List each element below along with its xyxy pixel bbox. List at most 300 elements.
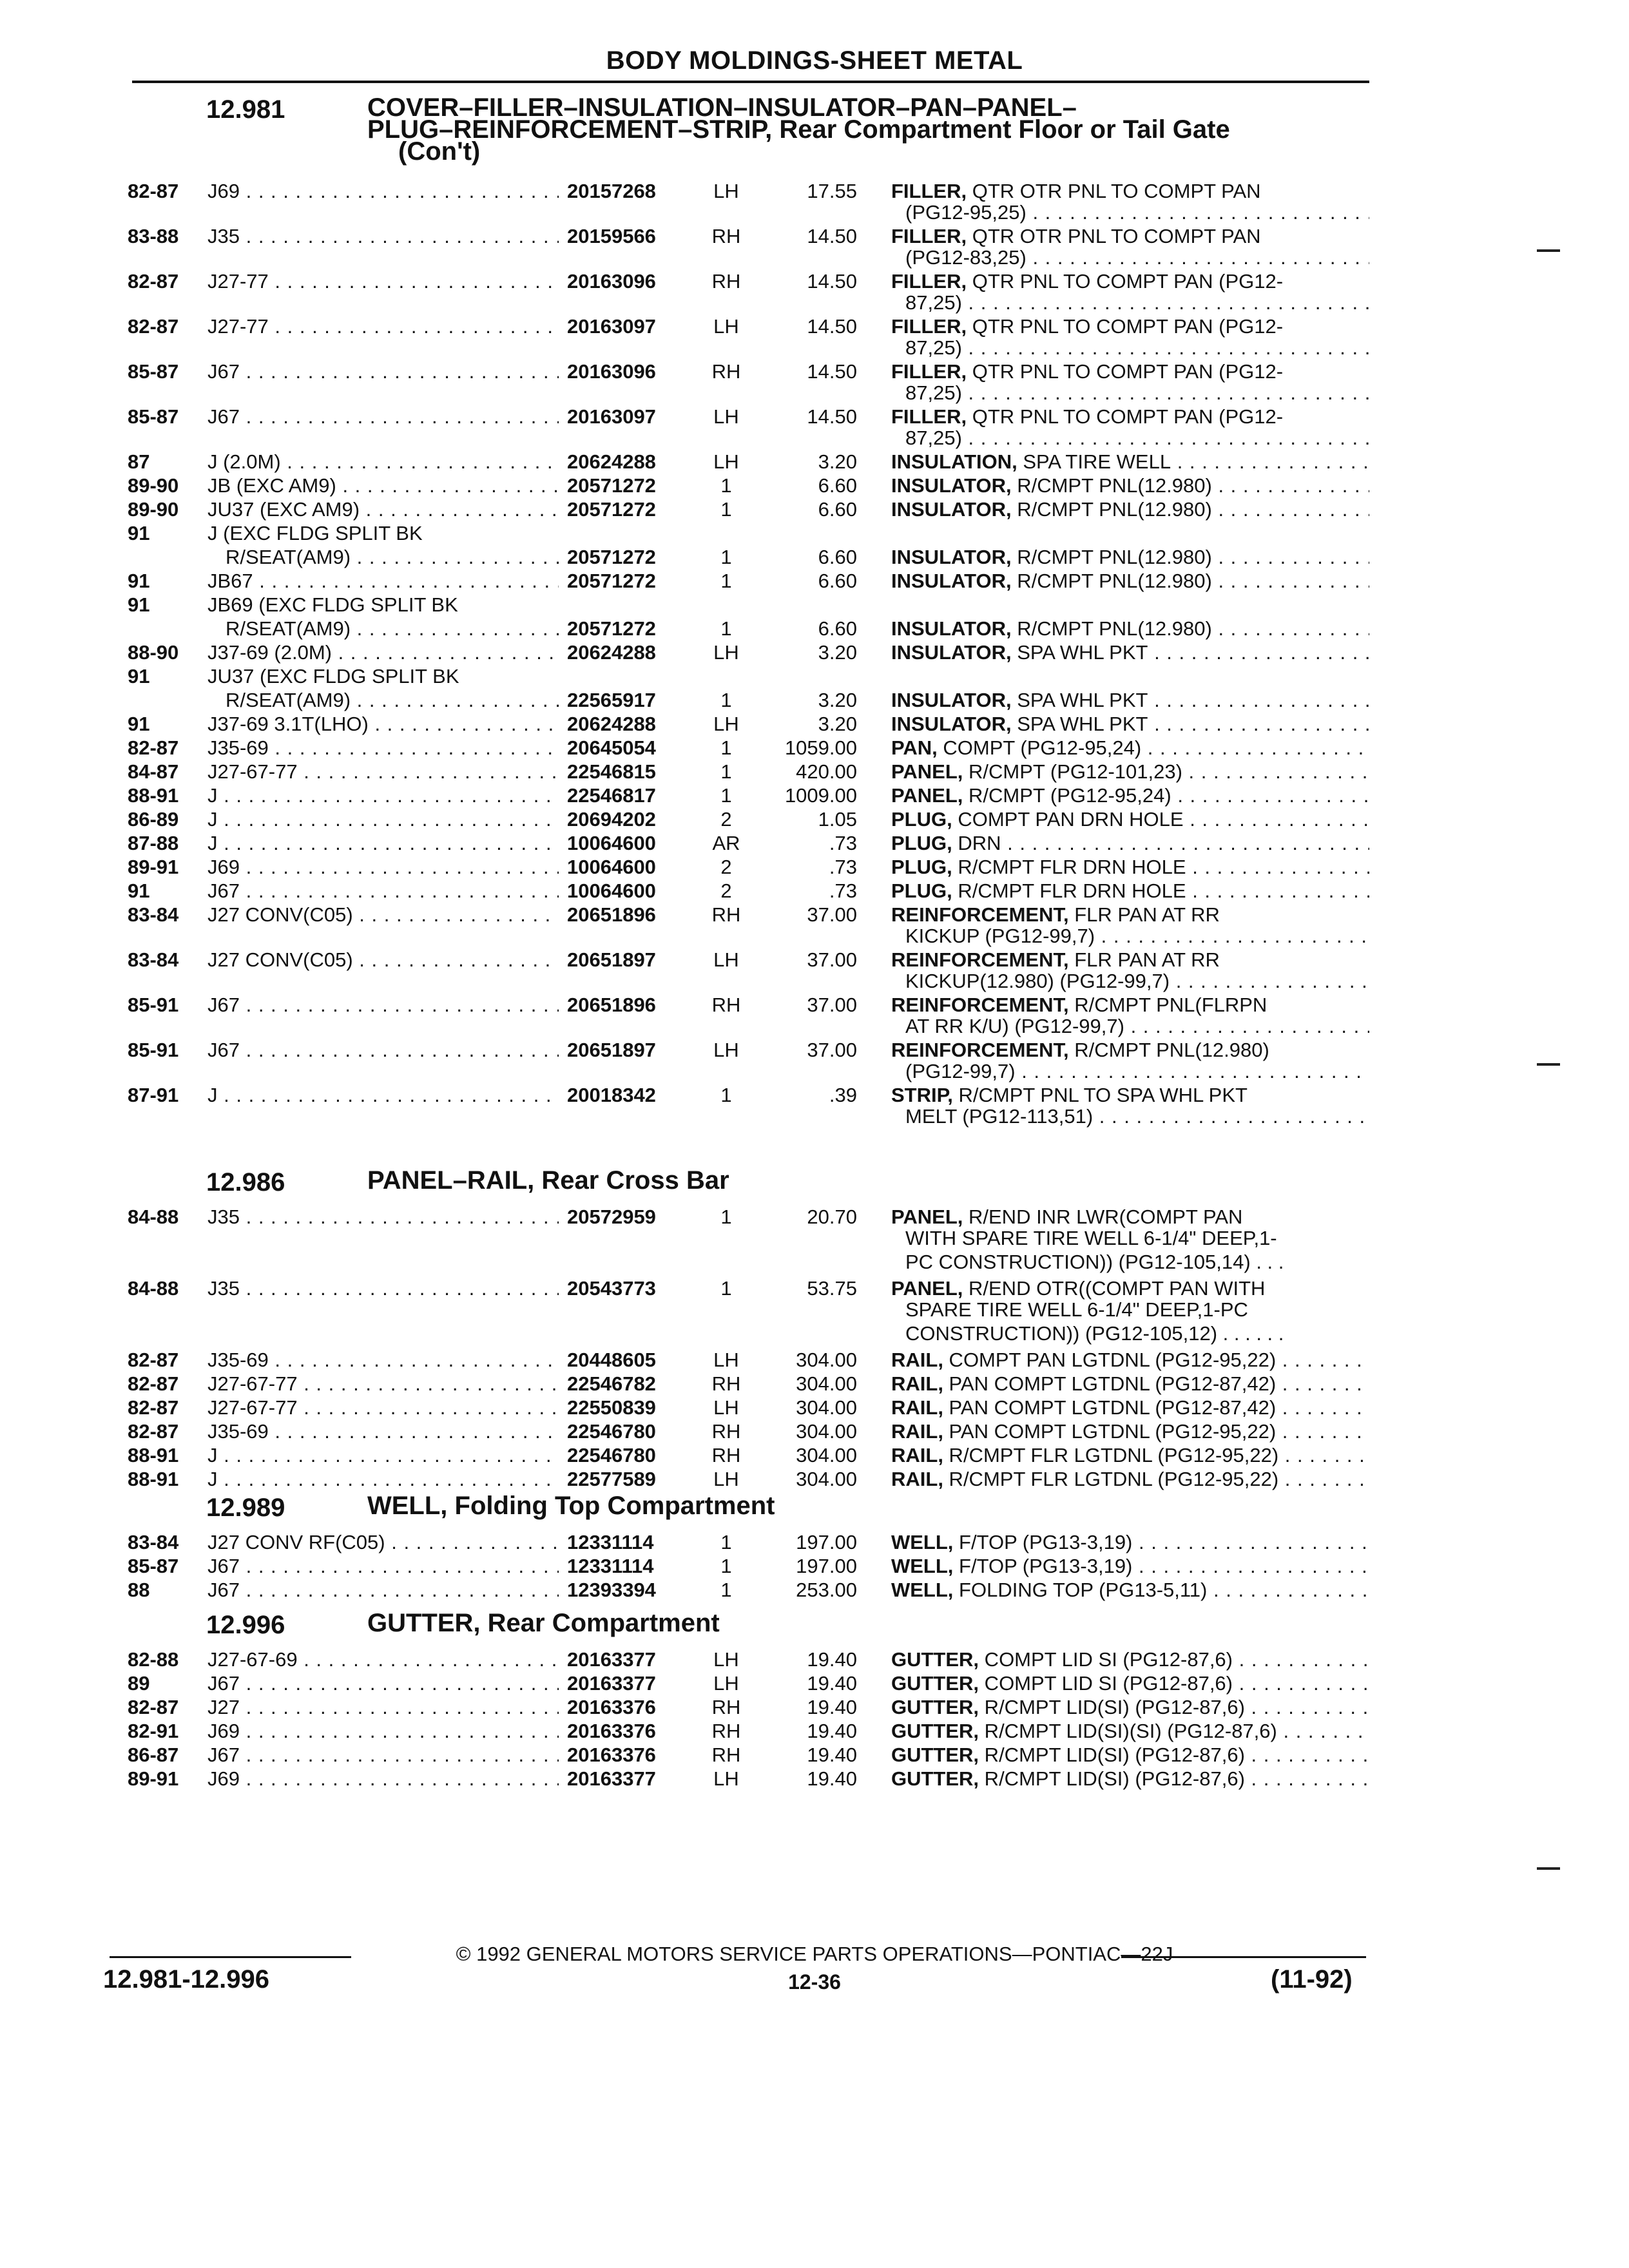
price: 6.60 xyxy=(818,617,857,640)
quantity: LH xyxy=(713,315,739,338)
section-title xyxy=(367,1492,775,1520)
part-row xyxy=(0,1276,1629,1300)
model-code: J35 . . . xyxy=(207,224,559,248)
description-noun: STRIP, xyxy=(891,1084,953,1106)
description-noun: WELL, xyxy=(891,1555,954,1577)
part-number: 10064600 xyxy=(567,879,656,902)
description-text: F/TOP (PG13-3,19) xyxy=(953,1531,1133,1553)
description-continuation: PC CONSTRUCTION)) (PG12-105,14) . . . xyxy=(905,1251,1284,1273)
model-code: J . . . xyxy=(207,1467,559,1491)
model-year: 84-88 xyxy=(128,1277,179,1300)
price: 6.60 xyxy=(818,546,857,568)
part-row xyxy=(0,1578,1629,1602)
description-text: QTR PNL TO COMPT PAN (PG12- xyxy=(967,405,1284,428)
model-year: 89-90 xyxy=(128,498,179,521)
part-number: 20571272 xyxy=(567,570,656,592)
quantity: 1 xyxy=(720,474,732,497)
model-year: 89-91 xyxy=(128,1767,179,1790)
part-row xyxy=(0,1205,1629,1229)
part-number: 20645054 xyxy=(567,736,656,759)
price: 3.20 xyxy=(818,689,857,711)
part-description xyxy=(891,1554,1369,1578)
part-number: 20624288 xyxy=(567,641,656,664)
model-year: 88-91 xyxy=(128,1468,179,1490)
part-description xyxy=(891,1719,1369,1743)
price: 304.00 xyxy=(796,1444,857,1466)
footer-date: (11-92) xyxy=(1271,1965,1353,1994)
price: .73 xyxy=(829,879,857,902)
part-number: 20651896 xyxy=(567,994,656,1016)
quantity: RH xyxy=(711,1420,741,1443)
description-noun: GUTTER, xyxy=(891,1648,979,1671)
model-year: 83-84 xyxy=(128,903,179,926)
description-noun: INSULATOR, xyxy=(891,617,1012,640)
model-year: 82-87 xyxy=(128,1372,179,1395)
description-continuation: (PG12-95,25) . . . xyxy=(905,200,1369,224)
description-noun: INSULATOR, xyxy=(891,498,1012,521)
description-noun: PLUG, xyxy=(891,879,952,902)
model-year: 86-89 xyxy=(128,808,179,831)
model-year: 88 xyxy=(128,1579,150,1601)
model-year: 85-87 xyxy=(128,1555,179,1577)
description-text: R/CMPT PNL(12.980) xyxy=(1068,1039,1269,1061)
quantity: AR xyxy=(712,832,740,854)
description-continuation: KICKUP(12.980) (PG12-99,7) . . . xyxy=(905,969,1369,993)
price: 6.60 xyxy=(818,474,857,497)
description-text: R/CMPT LID(SI) (PG12-87,6) xyxy=(979,1696,1245,1718)
model-year: 82-87 xyxy=(128,1349,179,1371)
description-noun: INSULATOR, xyxy=(891,570,1012,592)
section-title-line: PLUG–REINFORCEMENT–STRIP, Rear Compartment Floor or Tail Gate xyxy=(367,115,1230,144)
part-description xyxy=(891,807,1369,831)
model-code: J69 . . . xyxy=(207,1719,559,1743)
price: 19.40 xyxy=(807,1696,857,1718)
part-number: 12331114 xyxy=(567,1555,654,1577)
model-code: J35 . . . xyxy=(207,1205,559,1229)
description-text: R/CMPT PNL TO SPA WHL PKT xyxy=(952,1084,1248,1106)
quantity: 1 xyxy=(720,498,732,521)
part-description xyxy=(891,1530,1369,1554)
part-description xyxy=(891,640,1369,664)
description-noun: FILLER, xyxy=(891,405,967,428)
description-noun: WELL, xyxy=(891,1531,954,1553)
description-noun: PLUG, xyxy=(891,808,952,831)
quantity: RH xyxy=(711,1744,741,1766)
part-description xyxy=(891,879,1369,903)
part-number: 22546815 xyxy=(567,760,656,783)
model-code: J27-67-77 . . . xyxy=(207,760,559,783)
model-code: J . . . xyxy=(207,831,559,855)
model-year: 91 xyxy=(128,593,150,616)
part-description xyxy=(891,224,1369,248)
model-code-prefix: JB69 (EXC FLDG SPLIT BK xyxy=(207,593,458,616)
section-title-line: (Con't) xyxy=(398,137,481,166)
price: 14.50 xyxy=(807,405,857,428)
part-description xyxy=(891,545,1369,569)
price: 14.50 xyxy=(807,360,857,383)
quantity: 1 xyxy=(720,570,732,592)
price: 304.00 xyxy=(796,1420,857,1443)
price: 1009.00 xyxy=(784,784,857,807)
model-code-prefix: J (EXC FLDG SPLIT BK xyxy=(207,522,423,544)
description-noun: FILLER, xyxy=(891,180,967,202)
part-number: 22546782 xyxy=(567,1372,656,1395)
part-row xyxy=(0,783,1629,807)
section-number: 12.986 xyxy=(206,1168,285,1196)
quantity: 2 xyxy=(720,808,732,831)
quantity: 2 xyxy=(720,879,732,902)
part-description xyxy=(891,948,1369,972)
price: 19.40 xyxy=(807,1767,857,1790)
quantity: 1 xyxy=(720,784,732,807)
model-code: J67 . . . xyxy=(207,993,559,1017)
description-text: R/CMPT PNL(FLRPN xyxy=(1068,994,1268,1016)
part-row-prefix xyxy=(0,593,1629,617)
part-row xyxy=(0,831,1629,855)
model-code: R/SEAT(AM9) . . . xyxy=(207,545,577,569)
model-code: J27-77 . . . xyxy=(207,269,559,293)
part-description xyxy=(891,760,1369,783)
part-row xyxy=(0,1648,1629,1671)
part-row xyxy=(0,640,1629,664)
price: 19.40 xyxy=(807,1648,857,1671)
description-noun: GUTTER, xyxy=(891,1696,979,1718)
part-number: 20651897 xyxy=(567,948,656,971)
description-noun: PLUG, xyxy=(891,832,952,854)
description-continuation: (PG12-83,25) . . . xyxy=(905,245,1369,269)
description-continuation: AT RR K/U) (PG12-99,7) . . . xyxy=(905,1014,1369,1038)
part-row xyxy=(0,1743,1629,1767)
model-year: 82-87 xyxy=(128,736,179,759)
quantity: 1 xyxy=(720,689,732,711)
price: 197.00 xyxy=(796,1555,857,1577)
description-continuation: 87,25) . . . xyxy=(905,426,1369,450)
footer-copyright: © 1992 GENERAL MOTORS SERVICE PARTS OPERATIONS—PONTIAC—22J xyxy=(456,1943,1173,1965)
description-text: COMPT PAN LGTDNL (PG12-95,22) xyxy=(943,1349,1277,1371)
section-title xyxy=(367,93,1230,166)
model-code: J67 . . . xyxy=(207,879,559,903)
part-description xyxy=(891,831,1369,855)
model-code: J35-69 . . . xyxy=(207,1348,559,1372)
part-number: 20571272 xyxy=(567,617,656,640)
description-text: F/TOP (PG13-3,19) xyxy=(953,1555,1133,1577)
quantity: RH xyxy=(711,360,741,383)
quantity: 1 xyxy=(720,1084,732,1106)
model-year: 84-88 xyxy=(128,1206,179,1228)
part-number: 20163376 xyxy=(567,1720,656,1742)
part-description xyxy=(891,1372,1369,1396)
model-year: 89 xyxy=(128,1672,150,1695)
description-text: R/CMPT LID(SI) (PG12-87,6) xyxy=(979,1767,1245,1790)
model-year: 82-88 xyxy=(128,1648,179,1671)
description-noun: GUTTER, xyxy=(891,1720,979,1742)
part-row xyxy=(0,497,1629,521)
part-number: 22577589 xyxy=(567,1468,656,1490)
part-row xyxy=(0,736,1629,760)
part-description xyxy=(891,1083,1369,1107)
model-year: 91 xyxy=(128,879,150,902)
description-noun: FILLER, xyxy=(891,225,967,247)
description-text: R/CMPT FLR LGTDNL (PG12-95,22) xyxy=(943,1444,1279,1466)
part-number: 20571272 xyxy=(567,498,656,521)
part-description xyxy=(891,903,1369,927)
model-year: 88-91 xyxy=(128,1444,179,1466)
model-year: 82-87 xyxy=(128,1696,179,1718)
model-code: J67 . . . xyxy=(207,1554,559,1578)
part-row xyxy=(0,474,1629,497)
model-code: JB67 . . . xyxy=(207,569,559,593)
quantity: LH xyxy=(713,1672,739,1695)
quantity: 1 xyxy=(720,1277,732,1300)
quantity: RH xyxy=(711,1696,741,1718)
part-row xyxy=(0,760,1629,783)
description-noun: REINFORCEMENT, xyxy=(891,1039,1069,1061)
part-description xyxy=(891,617,1369,640)
model-code: R/SEAT(AM9) . . . xyxy=(207,688,577,712)
part-description xyxy=(891,736,1369,760)
part-number: 22565917 xyxy=(567,689,656,711)
model-year: 82-87 xyxy=(128,1396,179,1419)
part-description xyxy=(891,1396,1369,1419)
part-description xyxy=(891,314,1369,338)
model-year: 87 xyxy=(128,450,150,473)
part-number: 10064600 xyxy=(567,856,656,878)
price: 20.70 xyxy=(807,1206,857,1228)
price: 3.20 xyxy=(818,641,857,664)
quantity: RH xyxy=(711,994,741,1016)
description-noun: RAIL, xyxy=(891,1468,943,1490)
title-rule xyxy=(132,81,1369,83)
description-text: COMPT LID SI (PG12-87,6) xyxy=(979,1648,1233,1671)
part-row xyxy=(0,1695,1629,1719)
quantity: LH xyxy=(713,713,739,735)
description-text: R/CMPT PNL(12.980) xyxy=(1011,617,1212,640)
part-description xyxy=(891,1467,1369,1491)
description-noun: INSULATOR, xyxy=(891,546,1012,568)
description-noun: RAIL, xyxy=(891,1349,943,1371)
model-year: 85-91 xyxy=(128,994,179,1016)
description-text: R/END OTR((COMPT PAN WITH xyxy=(963,1277,1266,1300)
description-noun: INSULATOR, xyxy=(891,713,1012,735)
section-title-line: PANEL–RAIL, Rear Cross Bar xyxy=(367,1166,729,1195)
part-row xyxy=(0,617,1629,640)
section-title-line: COVER–FILLER–INSULATION–INSULATOR–PAN–PANEL– xyxy=(367,93,1077,122)
part-row xyxy=(0,879,1629,903)
part-number: 20163096 xyxy=(567,270,656,293)
description-text: PAN COMPT LGTDNL (PG12-87,42) xyxy=(943,1372,1277,1395)
description-noun: RAIL, xyxy=(891,1396,943,1419)
quantity: RH xyxy=(711,225,741,247)
model-code: J69 . . . xyxy=(207,179,559,203)
part-row xyxy=(0,1443,1629,1467)
model-year: 87-88 xyxy=(128,832,179,854)
price: 17.55 xyxy=(807,180,857,202)
model-code: J37-69 3.1T(LHO) . . . xyxy=(207,712,559,736)
description-noun: REINFORCEMENT, xyxy=(891,994,1069,1016)
part-number: 20572959 xyxy=(567,1206,656,1228)
description-text: SPA WHL PKT xyxy=(1011,713,1148,735)
price: 37.00 xyxy=(807,903,857,926)
part-description xyxy=(891,1348,1369,1372)
part-row xyxy=(0,1419,1629,1443)
edge-mark xyxy=(1537,1063,1560,1066)
part-number: 10064600 xyxy=(567,832,656,854)
part-number: 20163097 xyxy=(567,315,656,338)
description-noun: FILLER, xyxy=(891,315,967,338)
part-description xyxy=(891,1695,1369,1719)
model-year: 89-91 xyxy=(128,856,179,878)
price: 253.00 xyxy=(796,1579,857,1601)
price: 14.50 xyxy=(807,315,857,338)
part-number: 20163377 xyxy=(567,1672,656,1695)
quantity: LH xyxy=(713,1648,739,1671)
description-text: DRN xyxy=(952,832,1001,854)
model-year: 83-84 xyxy=(128,948,179,971)
part-row xyxy=(0,1038,1629,1062)
description-noun: INSULATOR, xyxy=(891,641,1012,664)
section-number: 12.996 xyxy=(206,1611,285,1639)
part-number: 20163377 xyxy=(567,1767,656,1790)
part-row xyxy=(0,1396,1629,1419)
part-row xyxy=(0,855,1629,879)
part-description xyxy=(891,1648,1369,1671)
quantity: LH xyxy=(713,1349,739,1371)
model-code: J27-77 . . . xyxy=(207,314,559,338)
quantity: 1 xyxy=(720,546,732,568)
description-text: R/CMPT FLR LGTDNL (PG12-95,22) xyxy=(943,1468,1279,1490)
price: 304.00 xyxy=(796,1396,857,1419)
part-number: 20694202 xyxy=(567,808,656,831)
part-number: 20543773 xyxy=(567,1277,656,1300)
model-year: 85-87 xyxy=(128,360,179,383)
model-year: 91 xyxy=(128,570,150,592)
description-text: FLR PAN AT RR xyxy=(1068,903,1220,926)
part-row xyxy=(0,314,1629,338)
part-number: 20624288 xyxy=(567,450,656,473)
quantity: LH xyxy=(713,641,739,664)
part-row xyxy=(0,807,1629,831)
description-text: R/CMPT PNL(12.980) xyxy=(1011,546,1212,568)
part-description xyxy=(891,1743,1369,1767)
quantity: 1 xyxy=(720,1555,732,1577)
price: 6.60 xyxy=(818,570,857,592)
part-description xyxy=(891,474,1369,497)
model-code: J35 . . . xyxy=(207,1276,559,1300)
description-text: COMPT PAN DRN HOLE xyxy=(952,808,1184,831)
description-text: COMPT (PG12-95,24) xyxy=(937,736,1142,759)
price: 53.75 xyxy=(807,1277,857,1300)
description-continuation: 87,25) . . . xyxy=(905,381,1369,405)
quantity: 1 xyxy=(720,617,732,640)
model-code: J27 CONV(C05) . . . xyxy=(207,903,559,927)
description-noun: RAIL, xyxy=(891,1444,943,1466)
description-noun: FILLER, xyxy=(891,360,967,383)
part-row xyxy=(0,1467,1629,1491)
model-code: J . . . xyxy=(207,1083,559,1107)
description-text: R/CMPT PNL(12.980) xyxy=(1011,498,1212,521)
footer-page-number: 12-36 xyxy=(788,1970,841,1994)
description-text: QTR OTR PNL TO COMPT PAN xyxy=(967,180,1261,202)
model-year: 89-90 xyxy=(128,474,179,497)
price: 420.00 xyxy=(796,760,857,783)
description-noun: INSULATOR, xyxy=(891,474,1012,497)
part-row-prefix xyxy=(0,664,1629,688)
quantity: 1 xyxy=(720,1206,732,1228)
price: 19.40 xyxy=(807,1720,857,1742)
description-text: SPA TIRE WELL xyxy=(1017,450,1171,473)
model-code: J27 CONV RF(C05) . . . xyxy=(207,1530,559,1554)
model-year: 82-87 xyxy=(128,1420,179,1443)
description-noun: INSULATION, xyxy=(891,450,1017,473)
price: .73 xyxy=(829,832,857,854)
model-code: J67 . . . xyxy=(207,1671,559,1695)
model-year: 82-91 xyxy=(128,1720,179,1742)
price: 6.60 xyxy=(818,498,857,521)
description-text: FLR PAN AT RR xyxy=(1068,948,1220,971)
part-description xyxy=(891,1443,1369,1467)
model-year: 91 xyxy=(128,713,150,735)
price: .73 xyxy=(829,856,857,878)
part-description xyxy=(891,1671,1369,1695)
section-title-line: GUTTER, Rear Compartment xyxy=(367,1609,720,1637)
description-noun: REINFORCEMENT, xyxy=(891,903,1069,926)
part-row xyxy=(0,569,1629,593)
description-noun: INSULATOR, xyxy=(891,689,1012,711)
model-code: J . . . xyxy=(207,1443,559,1467)
model-year: 85-91 xyxy=(128,1039,179,1061)
description-continuation: MELT (PG12-113,51) . . . xyxy=(905,1104,1369,1128)
part-row xyxy=(0,1348,1629,1372)
description-noun: PANEL, xyxy=(891,760,963,783)
part-number: 20018342 xyxy=(567,1084,656,1106)
part-description xyxy=(891,1276,1369,1300)
quantity: 1 xyxy=(720,1579,732,1601)
quantity: LH xyxy=(713,1767,739,1790)
model-code: J . . . xyxy=(207,783,559,807)
price: 14.50 xyxy=(807,225,857,247)
price: 304.00 xyxy=(796,1372,857,1395)
part-description xyxy=(891,688,1369,712)
description-text: QTR PNL TO COMPT PAN (PG12- xyxy=(967,315,1284,338)
part-description xyxy=(891,497,1369,521)
price: 19.40 xyxy=(807,1744,857,1766)
description-continuation: 87,25) . . . xyxy=(905,336,1369,360)
model-year: 82-87 xyxy=(128,180,179,202)
part-description xyxy=(891,1038,1369,1062)
part-row xyxy=(0,712,1629,736)
description-text: PAN COMPT LGTDNL (PG12-87,42) xyxy=(943,1396,1277,1419)
price: 37.00 xyxy=(807,1039,857,1061)
part-description xyxy=(891,1578,1369,1602)
description-text: R/CMPT PNL(12.980) xyxy=(1011,474,1212,497)
part-number: 20163096 xyxy=(567,360,656,383)
description-noun: PANEL, xyxy=(891,784,963,807)
part-row xyxy=(0,224,1629,248)
model-year: 84-87 xyxy=(128,760,179,783)
model-code: J67 . . . xyxy=(207,360,559,383)
model-code: J27-67-69 . . . xyxy=(207,1648,559,1671)
description-continuation: WITH SPARE TIRE WELL 6-1/4" DEEP,1- xyxy=(905,1227,1277,1249)
description-text: SPA WHL PKT xyxy=(1011,689,1148,711)
model-code: JB (EXC AM9) . . . xyxy=(207,474,559,497)
part-row xyxy=(0,545,1629,569)
quantity: LH xyxy=(713,1396,739,1419)
price: 37.00 xyxy=(807,994,857,1016)
model-year: 82-87 xyxy=(128,270,179,293)
model-code: J67 . . . xyxy=(207,1743,559,1767)
part-row xyxy=(0,1767,1629,1791)
section-title xyxy=(367,1609,720,1637)
